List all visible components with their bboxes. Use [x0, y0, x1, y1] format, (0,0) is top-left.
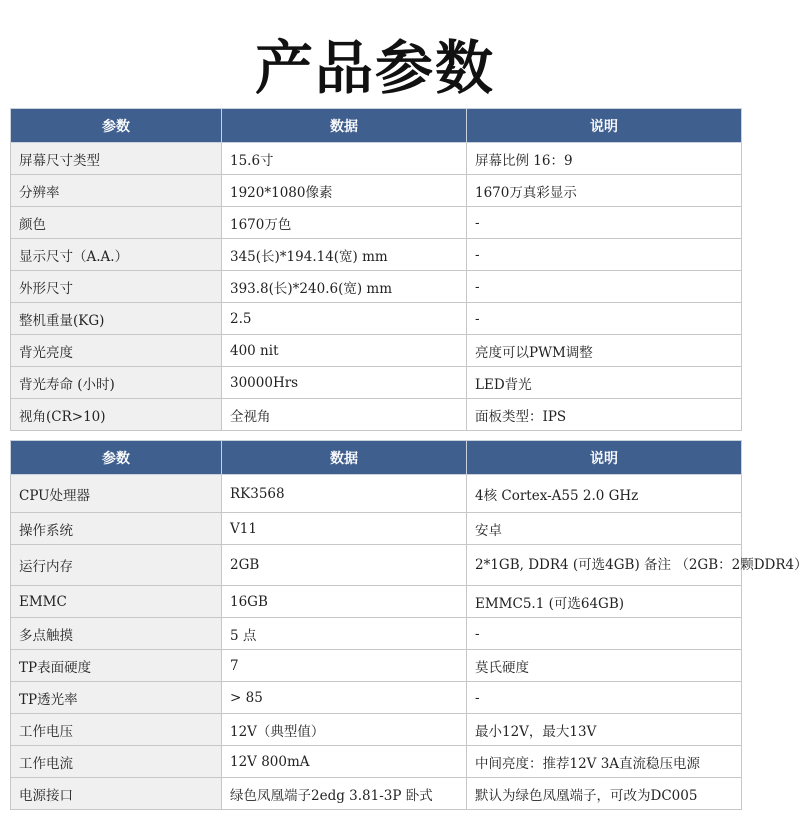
param-cell: TP表面硬度 [11, 650, 222, 682]
note-cell: 中间亮度：推荐12V 3A直流稳压电源 [467, 746, 742, 778]
data-cell: 12V 800mA [222, 746, 467, 778]
display-spec-table [10, 108, 742, 431]
table-header-row [11, 441, 742, 475]
table-row [11, 714, 742, 746]
table-row [11, 682, 742, 714]
param-cell: 外形尺寸 [11, 271, 222, 303]
data-cell: 15.6寸 [222, 143, 467, 175]
param-cell: 背光亮度 [11, 335, 222, 367]
param-cell: 工作电流 [11, 746, 222, 778]
param-cell: 背光寿命 (小时) [11, 367, 222, 399]
param-cell: 操作系统 [11, 513, 222, 545]
data-cell: 7 [222, 650, 467, 682]
header-note: 说明 [467, 441, 742, 475]
note-cell: - [467, 207, 742, 239]
note-cell: 面板类型：IPS [467, 399, 742, 431]
param-cell: 工作电压 [11, 714, 222, 746]
note-cell: 最小12V，最大13V [467, 714, 742, 746]
param-cell: 电源接口 [11, 778, 222, 810]
table-row [11, 545, 742, 586]
table-row [11, 175, 742, 207]
note-cell: - [467, 239, 742, 271]
param-cell: CPU处理器 [11, 475, 222, 513]
note-cell: LED背光 [467, 367, 742, 399]
header-param: 参数 [11, 441, 222, 475]
data-cell: 30000Hrs [222, 367, 467, 399]
note-cell: 亮度可以PWM调整 [467, 335, 742, 367]
data-cell: 绿色凤凰端子2edg 3.81-3P 卧式 [222, 778, 467, 810]
note-cell: 安卓 [467, 513, 742, 545]
note-cell: 屏幕比例 16：9 [467, 143, 742, 175]
param-cell: TP透光率 [11, 682, 222, 714]
data-cell: 345(长)*194.14(宽) mm [222, 239, 467, 271]
table-row [11, 778, 742, 810]
note-cell: - [467, 682, 742, 714]
data-cell: V11 [222, 513, 467, 545]
table-row [11, 650, 742, 682]
header-note: 说明 [467, 109, 742, 143]
header-data: 数据 [222, 109, 467, 143]
data-cell: 5 点 [222, 618, 467, 650]
param-cell: 屏幕尺寸类型 [11, 143, 222, 175]
data-cell: 393.8(长)*240.6(宽) mm [222, 271, 467, 303]
table-row [11, 399, 742, 431]
note-cell: - [467, 618, 742, 650]
header-data: 数据 [222, 441, 467, 475]
note-cell: EMMC5.1 (可选64GB) [467, 586, 742, 618]
note-cell: 4核 Cortex-A55 2.0 GHz [467, 475, 742, 513]
note-cell: 1670万真彩显示 [467, 175, 742, 207]
note-cell: - [467, 271, 742, 303]
note-cell: 默认为绿色凤凰端子，可改为DC005 [467, 778, 742, 810]
param-cell: 多点触摸 [11, 618, 222, 650]
table-row [11, 367, 742, 399]
data-cell: > 85 [222, 682, 467, 714]
table-row [11, 207, 742, 239]
table-header-row [11, 109, 742, 143]
table-row [11, 475, 742, 513]
note-cell: 2*1GB, DDR4 (可选4GB) 备注 （2GB：2颗DDR4） [467, 545, 742, 586]
data-cell: 2.5 [222, 303, 467, 335]
table-row [11, 513, 742, 545]
param-cell: EMMC [11, 586, 222, 618]
param-cell: 整机重量(KG) [11, 303, 222, 335]
data-cell: 16GB [222, 586, 467, 618]
table-row [11, 303, 742, 335]
note-cell: - [467, 303, 742, 335]
header-param: 参数 [11, 109, 222, 143]
data-cell: 2GB [222, 545, 467, 586]
data-cell: RK3568 [222, 475, 467, 513]
page-title: 产品参数 [254, 34, 495, 102]
table-row [11, 746, 742, 778]
param-cell: 视角(CR>10) [11, 399, 222, 431]
table-row [11, 586, 742, 618]
data-cell: 全视角 [222, 399, 467, 431]
data-cell: 1670万色 [222, 207, 467, 239]
data-cell: 400 nit [222, 335, 467, 367]
table-row [11, 335, 742, 367]
param-cell: 显示尺寸（A.A.） [11, 239, 222, 271]
table-row [11, 618, 742, 650]
table-row [11, 239, 742, 271]
note-cell: 莫氏硬度 [467, 650, 742, 682]
table-row [11, 143, 742, 175]
table-row [11, 271, 742, 303]
data-cell: 1920*1080像素 [222, 175, 467, 207]
param-cell: 运行内存 [11, 545, 222, 586]
data-cell: 12V（典型值） [222, 714, 467, 746]
param-cell: 分辨率 [11, 175, 222, 207]
system-spec-table [10, 440, 808, 810]
param-cell: 颜色 [11, 207, 222, 239]
